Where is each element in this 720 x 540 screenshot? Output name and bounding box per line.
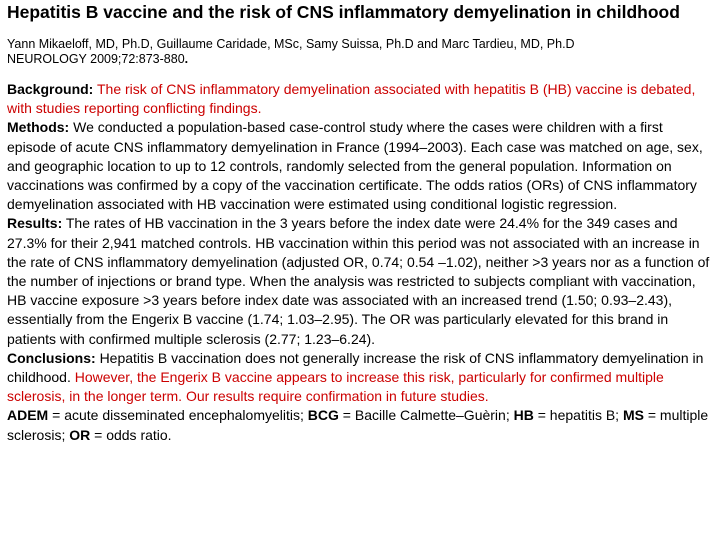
def-or: = odds ratio. [90, 426, 172, 443]
abbr-adem: ADEM [7, 407, 49, 424]
background-section [7, 80, 714, 118]
results-label: Results: [7, 215, 63, 232]
abbr-or: OR [69, 426, 91, 443]
conclusions-text: Hepatitis B vaccination does not generally increase the risk of CNS inflammatory demyelination in childhood. [7, 349, 704, 386]
methods-text: We conducted a population-based case-control study where the cases were children with a first episode of acute CNS inflammatory demyelination in France (1994–2003). Each case was matched on age, sex, and geographic location to up to 12 controls, randomly selected from the general population. Information on vaccinations was confirmed by a copy of the vaccination certificate. The odds ratios (ORs) of CNS inflammatory demyelination associated with HB vaccination were estimated using conditional logistic regression. [7, 119, 703, 213]
background-text: The risk of CNS inflammatory demyelination associated with hepatitis B (HB) vaccine is debated, with studies reporting conflicting findings. [7, 81, 696, 117]
citation-text: NEUROLOGY 2009;72:873-880 [7, 52, 185, 66]
def-bcg: = Bacille Calmette–Guèrin; [338, 407, 514, 424]
citation [7, 52, 714, 67]
conclusions-label: Conclusions: [7, 349, 96, 366]
abbr-hb: HB [513, 407, 534, 424]
paper-title: Hepatitis B vaccine and the risk of CNS inflammatory demyelination in childhood [7, 2, 680, 22]
abstract [7, 80, 714, 445]
background-label: Background: [7, 81, 94, 97]
def-hb: = hepatitis B; [533, 407, 623, 424]
conclusions-highlight: However, the Engerix B vaccine appears to increase this risk, particularly for confirmed multiple sclerosis, in the longer term. Our results require confirmation in future studies. [7, 369, 664, 405]
abbr-bcg: BCG [307, 407, 339, 424]
authors: Yann Mikaeloff, MD, Ph.D, Guillaume Caridade, MSc, Samy Suissa, Ph.D and Marc Tardieu, MD, Ph.D [7, 37, 575, 51]
abbr-ms: MS [622, 407, 644, 424]
def-ms: = multiple sclerosis; [7, 407, 709, 443]
results-text: The rates of HB vaccination in the 3 years before the index date were 24.4% for the 349 cases and 27.3% for their 2,941 matched controls. HB vaccination within this period was not associated with an increase in the rate of CNS inflammatory demyelination (adjusted OR, 0.74; 0.54 –1.02), neither >3 years nor as a function of the number of injections or brand type. When the analysis was restricted to subjects compliant with vaccination, HB vaccine exposure >3 years before index date was associated with an increased trend (1.50; 0.93–2.43), essentially from the Engerix B vaccine (1.74; 1.03–2.95). The OR was particularly elevated for this brand in patients with confirmed multiple sclerosis (2.77; 1.23–6.24). [7, 215, 710, 347]
def-adem: = acute disseminated encephalomyelitis; [48, 407, 308, 424]
citation-period: . [184, 52, 189, 66]
abbreviations [7, 406, 714, 444]
methods-label: Methods: [7, 119, 70, 136]
results-section [7, 214, 714, 348]
conclusions-section [7, 349, 714, 407]
methods-section [7, 118, 714, 214]
